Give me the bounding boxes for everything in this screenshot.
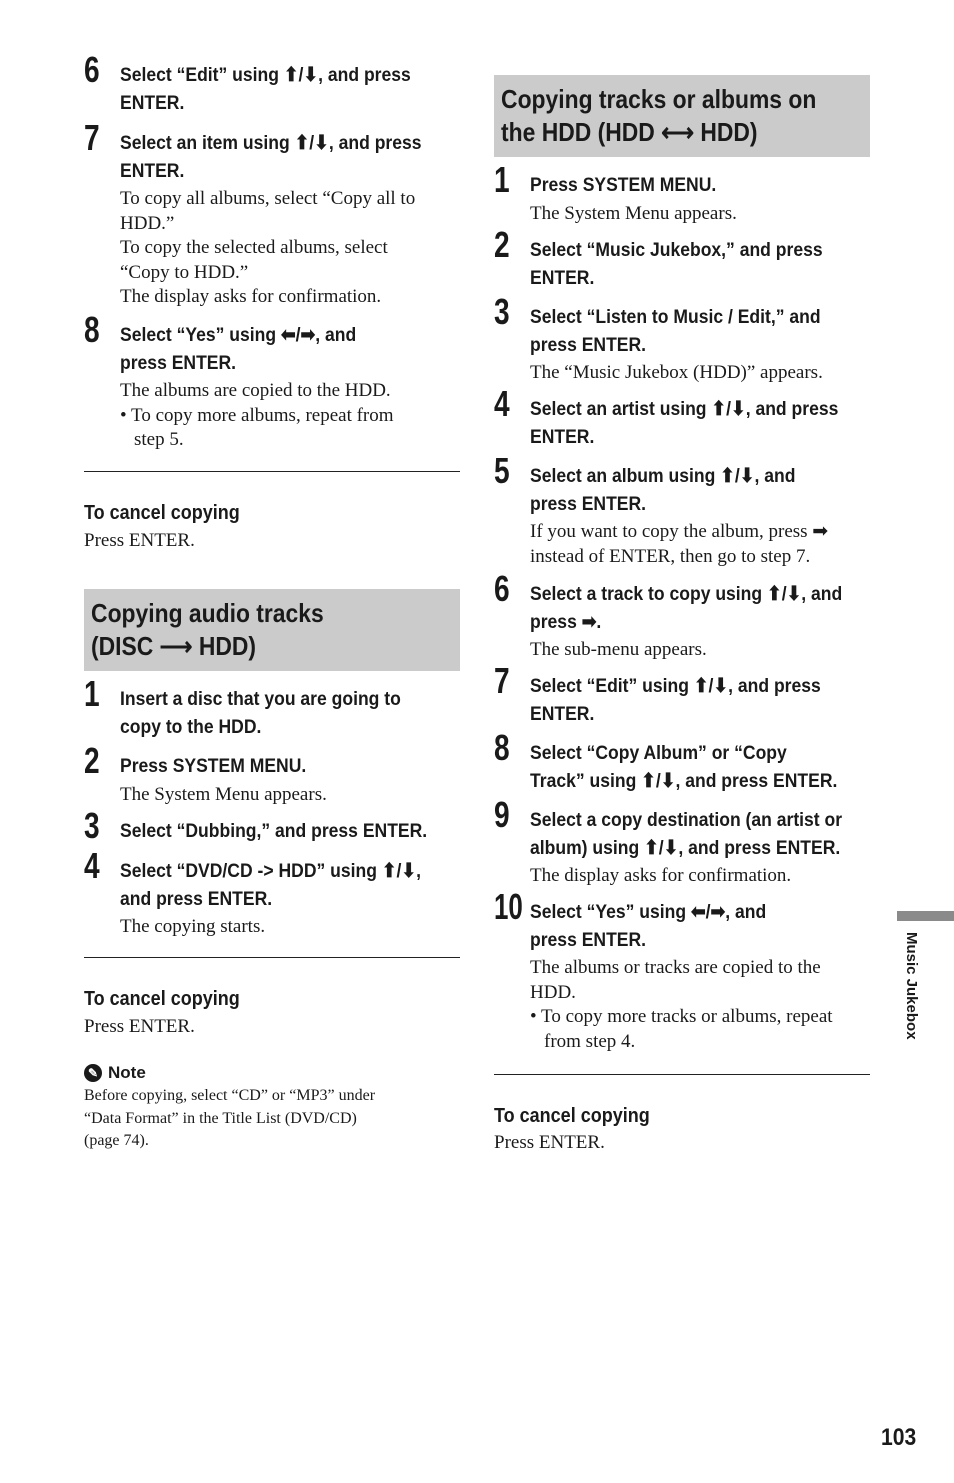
step-description: The sub-menu appears. [530,639,707,660]
step-description: The display asks for confirmation. [530,865,792,886]
step-instruction: Press SYSTEM MENU. [530,174,717,196]
step-2-music-jukebox [494,224,870,292]
section-banner-hdd-to-hdd [494,75,870,157]
step-number: 7 [494,660,510,701]
step-number: 2 [84,740,100,781]
cancel-copying-text: Press ENTER. [84,530,195,551]
step-description: The System Menu appears. [530,202,737,224]
step-description: If you want to copy the album, press ➡ instead of ENTER, then go to step 7. [530,521,829,567]
cancel-copying-heading: To cancel copying [494,1105,650,1127]
step-instruction: Select “Yes” using ⬅/➡, and press ENTER. [530,901,767,951]
step-5-select-album [494,450,870,569]
step-4-select-artist [494,383,870,451]
step-number: 5 [494,450,510,491]
step-8-copy-album-or-track [494,727,870,795]
step-number: 8 [494,727,510,768]
note-icon: ✎ [84,1064,102,1082]
step-number: 1 [84,673,100,714]
step-number: 8 [84,309,100,350]
page-number: 103 [881,1424,917,1451]
divider [84,471,460,472]
step-instruction: Press SYSTEM MENU. [120,755,307,777]
step-number: 10 [494,886,523,927]
note-heading: ✎ Note [84,1063,146,1083]
step-description: The albums or tracks are copied to the HDD. [530,957,821,1003]
step-description: To copy all albums, select “Copy all to HDD.” To copy the selected albums, select “Copy to HDD.” The display asks for confirmation. [120,188,416,307]
cancel-copying-text: Press ENTER. [84,1016,195,1037]
step-instruction: Select “Edit” using ⬆/⬇, and press ENTER. [530,675,821,725]
section-banner-disc-to-hdd [84,589,460,671]
section-title: Copying audio tracks (DISC ⟶ HDD) [91,598,324,661]
step-number: 3 [494,291,510,332]
step-instruction: Select “Yes” using ⬅/➡, and press ENTER. [120,324,357,374]
step-2-system-menu [84,740,460,807]
step-7-select-edit [494,660,870,728]
step-3-listen-to-music [494,291,870,386]
step-1-insert-disc [84,673,460,741]
step-number: 1 [494,159,510,200]
step-number: 6 [494,568,510,609]
step-number: 2 [494,224,510,265]
divider [494,1074,870,1075]
step-instruction: Select an item using ⬆/⬇, and press ENTER. [120,132,422,182]
cancel-copying-text: Press ENTER. [494,1132,605,1153]
cancel-copying-heading: To cancel copying [84,988,240,1010]
step-instruction: Select a track to copy using ⬆/⬇, and press ➡. [530,583,843,633]
step-description: The copying starts. [120,916,266,937]
divider [84,957,460,958]
step-number: 4 [494,383,510,424]
step-8-select-yes [84,309,460,453]
step-number: 4 [84,845,100,886]
step-number: 6 [84,49,100,90]
step-description: The “Music Jukebox (HDD)” appears. [530,362,823,383]
section-title: Copying tracks or albums on the HDD (HDD ⟷ HDD) [501,84,817,147]
chapter-tab-marker [897,911,954,921]
step-4-dvd-to-hdd [84,845,460,940]
step-6-edit [84,49,460,117]
step-instruction: Insert a disc that you are going to copy to the HDD. [120,688,401,738]
step-instruction: Select an album using ⬆/⬇, and press ENTER. [530,465,796,515]
step-instruction: Select “Edit” using ⬆/⬇, and press ENTER. [120,64,411,114]
step-number: 3 [84,805,100,846]
step-1-system-menu [494,159,870,226]
chapter-label: Music Jukebox [903,932,920,1040]
step-10-select-yes [494,886,870,1054]
step-instruction: Select “DVD/CD -> HDD” using ⬆/⬇, and press ENTER. [120,860,421,910]
step-number: 9 [494,794,510,835]
step-tip: • To copy more tracks or albums, repeat from step 4. [530,1006,833,1052]
step-6-select-track [494,568,870,663]
step-7-select-item [84,117,460,310]
step-number: 7 [84,117,100,158]
note-body: Before copying, select “CD” or “MP3” under “Data Format” in the Title List (DVD/CD) (page 74). [84,1087,376,1149]
step-instruction: Select a copy destination (an artist or album) using ⬆/⬇, and press ENTER. [530,809,843,859]
step-description: The System Menu appears. [120,783,327,805]
step-instruction: Select “Dubbing,” and press ENTER. [120,820,428,842]
step-instruction: Select “Copy Album” or “Copy Track” using ⬆/⬇, and press ENTER. [530,742,838,792]
cancel-copying-heading: To cancel copying [84,502,240,524]
step-instruction: Select “Music Jukebox,” and press ENTER. [530,239,823,289]
step-tip: • To copy more albums, repeat from step 5. [120,404,394,450]
step-3-dubbing [84,805,460,846]
step-description: The albums are copied to the HDD. [120,380,391,401]
step-instruction: Select “Listen to Music / Edit,” and press ENTER. [530,306,821,356]
step-9-copy-destination [494,794,870,889]
step-instruction: Select an artist using ⬆/⬇, and press ENTER. [530,398,839,448]
